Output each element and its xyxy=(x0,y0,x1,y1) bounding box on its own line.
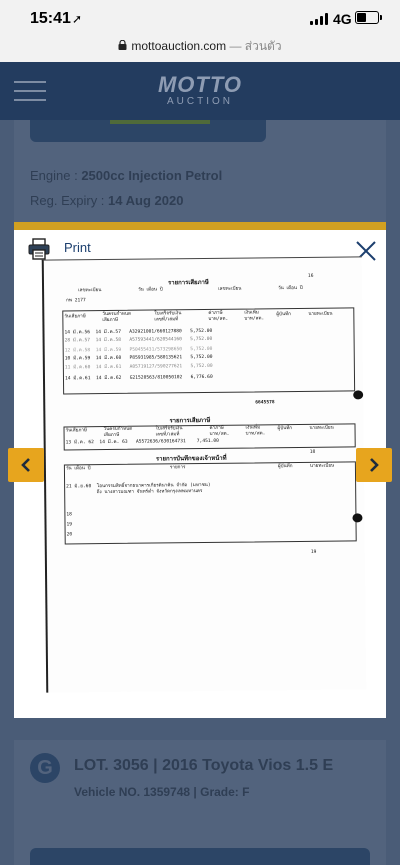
plate-label-1: เลขทะเบียน xyxy=(78,288,102,294)
tax-table-title-2: รายการเสียภาษี xyxy=(169,416,211,425)
previous-image-button[interactable] xyxy=(8,448,44,482)
top-navbar xyxy=(0,62,400,120)
reg-expiry xyxy=(30,193,183,208)
ink-blot-2 xyxy=(352,513,362,522)
reg-expiry-label: Reg. Expiry : xyxy=(30,193,105,208)
owner-col-registrar: นายทะเบียน xyxy=(309,463,335,469)
battery-tip xyxy=(380,15,382,20)
col-registrar: นายทะเบียน xyxy=(308,311,333,317)
owner-row-18: 18 xyxy=(66,512,72,518)
date-label-1: วัน เดือน ปี xyxy=(138,287,163,293)
printer-icon xyxy=(28,238,50,260)
document-body xyxy=(58,273,360,676)
logo-sub-text: AUCTION xyxy=(167,96,233,107)
engine-value: 2500cc Injection Petrol xyxy=(81,168,223,183)
grade-badge: G xyxy=(30,753,60,783)
col2-fine: เงินเพิ่ม บาท/สต. xyxy=(245,425,266,437)
tax-table-title: รายการเสียภาษี xyxy=(167,278,209,287)
col-tax-date: วันเสียภาษี xyxy=(64,314,86,320)
col2-tax-date: วันเสียภาษี xyxy=(65,428,87,434)
lot-card-button[interactable] xyxy=(30,848,370,865)
card-top-button-bar xyxy=(110,120,210,124)
col2-expiry: วันครบกำหนด เสียภาษี xyxy=(103,426,133,439)
network-type: 4G xyxy=(333,11,352,27)
url-domain: mottoauction.com xyxy=(131,39,227,53)
owner-row-20: 20 xyxy=(66,532,73,538)
signal-icon xyxy=(310,13,330,25)
ink-blot xyxy=(353,390,363,399)
location-arrow-icon: ➚ xyxy=(72,12,83,26)
col2-receipt: ใบเสร็จรับเงิน เลขที่/เล่มที่ xyxy=(155,426,183,438)
owner-row: 21 มิ.ย.60 โอนกรรมสิทธิ์จากธนาคารเกียรตินาคิน จำกัด (มหาชน) ถึง นางสาวมณฑา จันทร์ดำ จังหวัดกรุงเทพมหานคร xyxy=(66,482,211,496)
tax-row-6: 14 มี.ค.61 14 มี.ค.62 G21520563/810050102 6,776.60 xyxy=(64,374,213,382)
battery-icon xyxy=(355,11,379,24)
plate-value: กพ 2177 xyxy=(66,298,86,304)
col-receipt: ใบเสร็จรับเงิน เลขที่/เล่มที่ xyxy=(154,311,182,323)
tax-row-5: 11 มี.ค.60 14 มี.ค.61 A05719127/590277621 5,752.00 xyxy=(64,363,213,371)
tax-row-1: 14 มี.ค.56 14 มี.ค.57 A32921001/660127880 5,752.00 xyxy=(64,328,213,336)
col-officer: ผู้บันทึก xyxy=(276,312,291,318)
status-time: 15:41 xyxy=(30,10,71,27)
lot-title[interactable]: LOT. 3056 | 2016 Toyota Vios 1.5 E xyxy=(74,757,334,774)
reg-expiry-value: 14 Aug 2020 xyxy=(108,193,184,208)
col2-registrar: นายทะเบียน xyxy=(309,425,334,431)
tax-row-4: 10 มี.ค.59 14 มี.ค.60 P85931985/580135621 5,752.00 xyxy=(64,354,213,362)
owner-col-officer: ผู้บันทึก xyxy=(277,464,293,470)
doc-num-16: 16 xyxy=(307,273,314,279)
lot-subtitle: Vehicle NO. 1359748 | Grade: F xyxy=(74,785,250,799)
chevron-right-icon xyxy=(366,457,382,473)
url-private-label: — ส่วนตัว xyxy=(229,39,282,53)
col2-amount: ค่าภาษี บาท/สต. xyxy=(209,425,230,437)
plate-label-2: เลขทะเบียน xyxy=(218,286,242,292)
modal-top-accent xyxy=(14,222,386,230)
lock-icon xyxy=(118,36,127,56)
logo[interactable] xyxy=(150,74,250,108)
chevron-left-icon xyxy=(18,457,34,473)
owner-row-19: 19 xyxy=(66,522,73,528)
next-image-button[interactable] xyxy=(356,448,392,482)
doc-num-18: 18 xyxy=(309,449,316,455)
doc-number: 6645578 xyxy=(255,400,275,406)
engine-label: Engine : xyxy=(30,168,78,183)
tax-row-2: 28 มี.ค.57 14 มี.ค.58 A57593441/620544160 5,752.00 xyxy=(64,336,213,344)
owner-col-date: วัน เดือน ปี xyxy=(65,466,91,472)
page-number: 19 xyxy=(310,549,317,555)
owner-col-item: รายการ xyxy=(169,465,186,471)
tax2-row: 13 มี.ค. 62 14 มี.ค. 63 A5572636/630164731 7,451.00 xyxy=(65,438,219,446)
col-expiry: วันครบกำหนด เสียภาษี xyxy=(102,311,132,324)
logo-main-text: MOTTO xyxy=(157,72,243,97)
col2-officer: ผู้บันทึก xyxy=(277,426,293,432)
card-top-button[interactable] xyxy=(30,120,266,142)
status-bar xyxy=(0,0,400,36)
owner-table-title: รายการบันทึกของเจ้าหน้าที่ xyxy=(155,454,227,463)
owner-table xyxy=(64,461,357,544)
col-fine: เงินเพิ่ม บาท/สต. xyxy=(244,310,265,322)
date-label-2: วัน เดือน ปี xyxy=(278,285,303,292)
hamburger-menu-icon[interactable] xyxy=(14,80,46,102)
print-label: Print xyxy=(64,240,91,255)
engine-spec xyxy=(30,168,222,183)
tax-row-3: 12 มี.ค.58 14 มี.ค.59 P50455431/573298650 5,752.00 xyxy=(64,346,213,354)
address-bar[interactable] xyxy=(0,36,400,63)
col-amount: ค่าภาษี บาท/สต. xyxy=(208,310,229,322)
scanned-document xyxy=(42,256,367,692)
